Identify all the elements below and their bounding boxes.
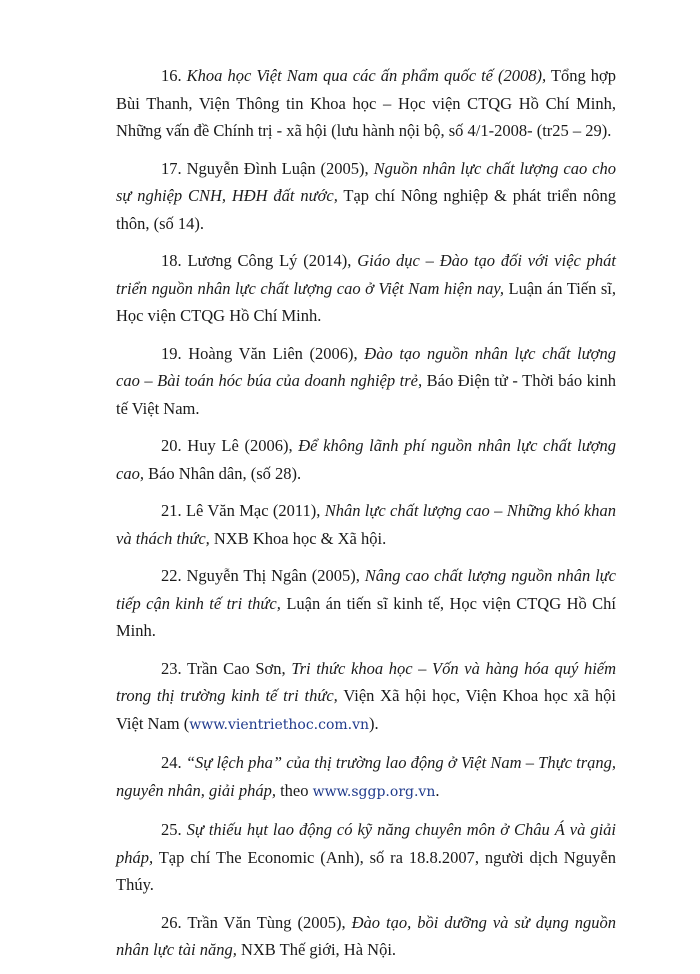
reference-title: Để không lãnh phí nguồn nhân lực chất lượng cao,: [116, 436, 617, 483]
reference-author: Nguyễn Thị Ngân (2005),: [186, 566, 360, 585]
reference-item: [116, 247, 616, 330]
reference-publisher: Báo Điện tử - Thời báo kinh tế Việt Nam.: [116, 371, 616, 418]
reference-item: [116, 749, 616, 806]
reference-item: [116, 432, 616, 487]
reference-author: Huy Lê (2006),: [187, 436, 293, 455]
reference-item: [116, 655, 616, 740]
reference-publisher: Tạp chí Nông nghiệp & phát triển nông thôn, (số 14).: [116, 186, 617, 233]
reference-title: “Sự lệch pha” của thị trường lao động ở Việt Nam – Thực trạng, nguyên nhân, giải pháp,: [116, 753, 616, 800]
reference-publisher: Tổng hợp Bùi Thanh, Viện Thông tin Khoa học – Học viện CTQG Hồ Chí Minh, Những vấn đề Chính trị - xã hội (lưu hành nội bộ, số 4/1-2008- (tr25 – 29).: [116, 66, 616, 140]
reference-author: Lương Công Lý (2014),: [187, 251, 352, 270]
reference-publisher: NXB Khoa học & Xã hội.: [213, 528, 387, 548]
reference-number: 25.: [161, 820, 182, 839]
reference-item: [116, 155, 616, 238]
reference-publisher: NXB Thế giới, Hà Nội.: [240, 940, 397, 959]
reference-number: 20.: [161, 436, 182, 455]
reference-publisher: Báo Nhân dân, (số 28).: [148, 463, 302, 483]
reference-author: Nguyễn Đình Luận (2005),: [186, 158, 369, 178]
reference-tail: .: [435, 780, 440, 800]
reference-item: [116, 62, 616, 145]
reference-author: Lê Văn Mạc (2011),: [185, 501, 321, 520]
reference-number: 22.: [161, 566, 182, 585]
reference-number: 24.: [161, 753, 182, 772]
reference-publisher: Tạp chí The Economic (Anh), số ra 18.8.2007, người dịch Nguyễn Thúy.: [116, 847, 616, 894]
reference-list: [116, 62, 616, 974]
reference-publisher: Viện Xã hội học, Viện Khoa học xã hội Việt Nam (: [116, 686, 617, 733]
reference-publisher: Luận án Tiến sĩ, Học viện CTQG Hồ Chí Minh.: [116, 278, 617, 325]
reference-title: Nhân lực chất lượng cao – Những khó khan và thách thức,: [116, 501, 616, 548]
reference-number: 26.: [161, 912, 182, 932]
reference-item: [116, 497, 616, 552]
reference-item: [116, 562, 616, 645]
reference-link[interactable]: www.vientriethoc.com.vn: [189, 716, 370, 733]
reference-title: Khoa học Việt Nam qua các ấn phẩm quốc tế (2008),: [186, 66, 547, 85]
reference-tail: ).: [369, 713, 379, 733]
reference-title: Nguồn nhân lực chất lượng cao cho sự nghiệp CNH, HĐH đất nước,: [116, 158, 617, 205]
reference-number: 21.: [161, 501, 182, 520]
reference-publisher: theo: [280, 780, 313, 800]
reference-title: Giáo dục – Đào tạo đối với việc phát triển nguồn nhân lực chất lượng cao ở Việt Nam hiện nay,: [116, 251, 617, 298]
reference-number: 19.: [161, 343, 182, 363]
reference-author: Trần Văn Tùng (2005),: [187, 912, 346, 932]
reference-title: Nâng cao chất lượng nguồn nhân lực tiếp cận kinh tế tri thức,: [116, 566, 616, 613]
reference-number: 17.: [161, 158, 182, 178]
reference-author: Hoàng Văn Liên (2006),: [188, 343, 358, 363]
reference-title: Đào tạo nguồn nhân lực chất lượng cao – Bài toán hóc búa của doanh nghiệp trẻ,: [116, 343, 616, 390]
reference-item: [116, 340, 616, 423]
reference-item: [116, 816, 616, 899]
reference-number: 16.: [161, 66, 182, 85]
reference-number: 18.: [161, 251, 182, 270]
reference-author: Trần Cao Sơn,: [186, 658, 286, 678]
reference-title: Tri thức khoa học – Vốn và hàng hóa quý hiếm trong thị trường kinh tế tri thức,: [116, 658, 617, 705]
reference-link[interactable]: www.sggp.org.vn: [312, 783, 436, 800]
reference-title: Đào tạo, bồi dưỡng và sử dụng nguồn nhân lực tài năng,: [116, 912, 617, 959]
reference-number: 23.: [161, 658, 182, 678]
reference-title: Sự thiếu hụt lao động có kỹ năng chuyên môn ở Châu Á và giải pháp,: [116, 820, 616, 867]
reference-item: [116, 909, 616, 964]
reference-publisher: Luận án tiến sĩ kinh tế, Học viện CTQG Hồ Chí Minh.: [116, 593, 616, 640]
